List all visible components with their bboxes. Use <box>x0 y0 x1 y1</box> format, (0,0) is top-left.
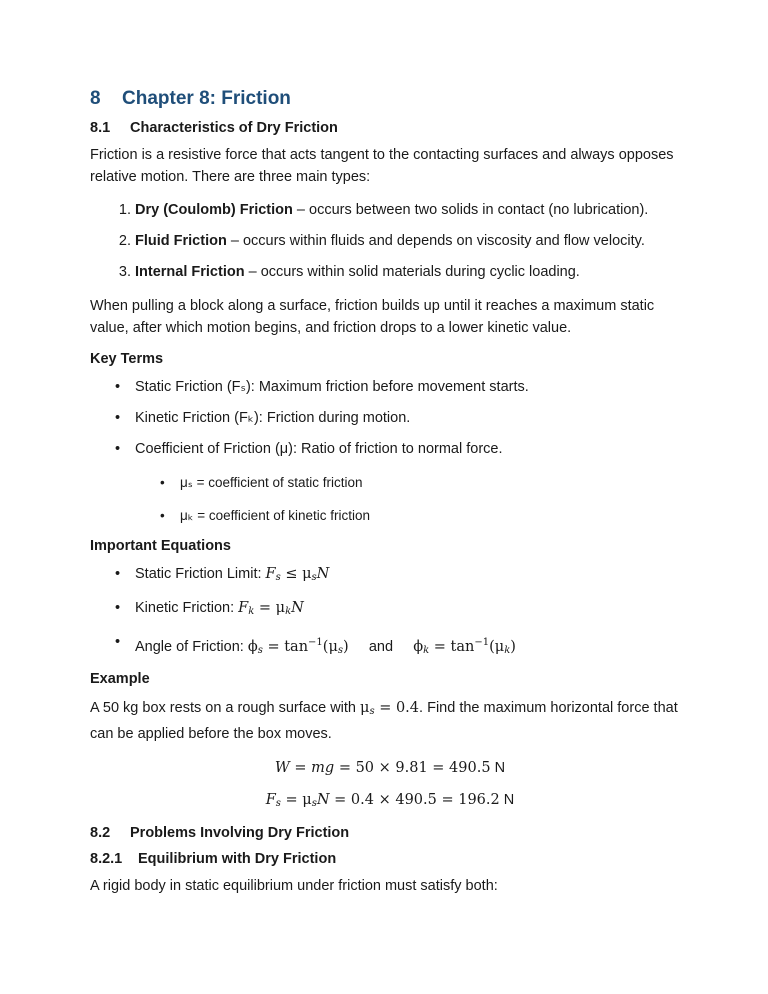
section-heading-8-2 <box>90 825 690 841</box>
chapter-title: Chapter 8: Friction <box>122 88 291 109</box>
section-title: Problems Involving Dry Friction <box>130 825 350 841</box>
example-label: Example <box>90 671 150 687</box>
friction-types-list <box>90 200 690 283</box>
example-text-b: . Find the maximum horizontal force that can be applied before the box moves. <box>90 700 678 742</box>
type-desc: – occurs between two solids in contact (no lubrication). <box>292 202 649 218</box>
list-item <box>135 200 690 221</box>
eq-label: Angle of Friction: <box>135 639 248 655</box>
list-item: • μₛ = coefficient of static friction <box>180 472 690 493</box>
static-friction-equation: Fs ≤ μsN <box>265 566 330 583</box>
section-title: Characteristics of Dry Friction <box>130 120 338 136</box>
weight-equation: W = mg = 50 × 9.81 = 490.5 N <box>274 760 506 776</box>
section-number: 8.2 <box>90 825 111 841</box>
equilibrium-paragraph: A rigid body in static equilibrium under friction must satisfy both: <box>90 878 498 894</box>
kinetic-friction-equation: Fk = μkN <box>238 600 304 617</box>
angle-kinetic-equation: $\phi k = \tan^{-1}(\mu k)$ <box>413 637 516 656</box>
section-heading-8-1 <box>90 120 690 136</box>
key-terms-list <box>90 377 690 526</box>
block-paragraph: When pulling a block along a surface, friction builds up until it reaches a maximum static value, after which motion begins, and friction drops to a lower kinetic value. <box>90 298 655 336</box>
example-text-a: A 50 kg box rests on a rough surface with <box>90 700 361 716</box>
friction-force-equation: Fs = μsN = 0.4 × 490.5 = 196.2 N <box>265 792 515 809</box>
subsection-number: 8.2.1 <box>90 851 123 867</box>
list-item <box>135 231 690 252</box>
subsection-title: Equilibrium with Dry Friction <box>138 851 337 867</box>
eq-label: Static Friction Limit: <box>135 566 266 582</box>
mu-s-value: μs = 0.4 <box>360 700 420 717</box>
type-desc: – occurs within solid materials during cyclic loading. <box>244 264 580 280</box>
list-item: • μₖ = coefficient of kinetic friction <box>180 505 690 526</box>
type-desc: – occurs within fluids and depends on viscosity and flow velocity. <box>226 233 645 249</box>
equations-list <box>90 564 690 661</box>
angle-static-equation: $\phi s = \tan^{-1}(\mu s)$ <box>247 637 349 656</box>
list-item <box>135 598 690 622</box>
term-text: Coefficient of Friction (μ): Ratio of friction to normal force. <box>135 441 503 457</box>
section-number: 8.1 <box>90 120 111 136</box>
list-item: • Kinetic Friction (Fₖ): Friction during motion. <box>135 408 690 429</box>
type-name: Internal Friction <box>135 264 245 280</box>
intro-paragraph: Friction is a resistive force that acts tangent to the contacting surfaces and always opposes relative motion. There are three main types: <box>90 147 674 185</box>
chapter-number: 8 <box>90 88 101 109</box>
list-item: • Static Friction (Fₛ): Maximum friction before movement starts. <box>135 377 690 398</box>
document-page <box>90 88 690 909</box>
list-item <box>135 262 690 283</box>
chapter-heading <box>90 88 690 110</box>
example-paragraph <box>90 697 690 745</box>
list-item <box>135 632 690 661</box>
list-item <box>135 439 690 526</box>
and-text: and <box>368 639 394 655</box>
equations-label: Important Equations <box>90 538 231 554</box>
unit: N <box>503 792 515 808</box>
type-name: Dry (Coulomb) Friction <box>135 202 293 218</box>
subsection-heading-8-2-1 <box>90 851 690 867</box>
eq-label: Kinetic Friction: <box>135 600 239 616</box>
key-terms-label: Key Terms <box>90 351 164 367</box>
coefficient-sublist <box>135 472 690 526</box>
type-name: Fluid Friction <box>135 233 227 249</box>
unit: N <box>494 760 506 776</box>
list-item <box>135 564 690 588</box>
